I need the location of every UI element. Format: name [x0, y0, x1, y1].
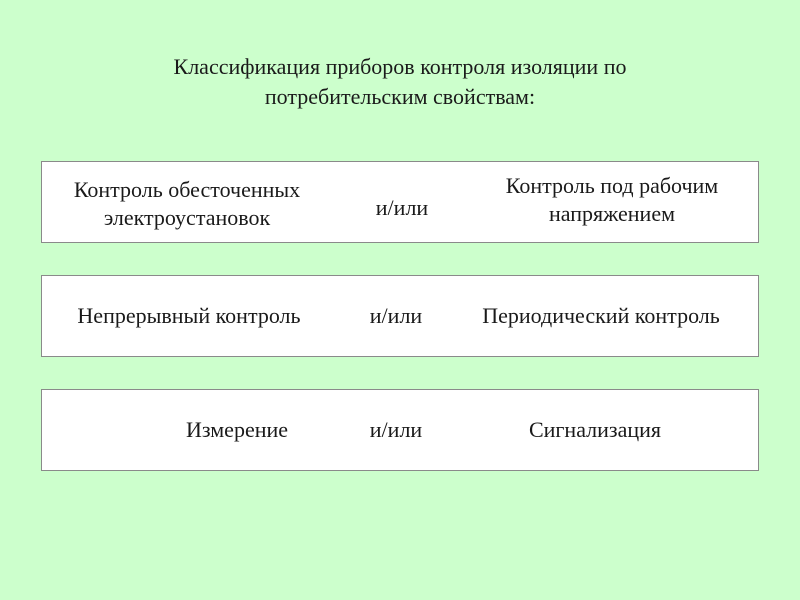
option-working-voltage-control-line-2: напряжением — [548, 201, 676, 226]
option-signaling: Сигнализация — [528, 417, 662, 442]
option-measurement: Измерение — [185, 417, 289, 442]
slide-title-line-2: потребительским свойствам: — [264, 84, 536, 109]
classification-box-power-state — [41, 161, 759, 243]
classification-box-function — [41, 389, 759, 471]
option-continuous-control: Непрерывный контроль — [77, 303, 301, 328]
connector-and-or: и/или — [369, 417, 423, 442]
classification-box-mode — [41, 275, 759, 357]
slide-title — [0, 52, 800, 112]
option-deenergized-control-line-2: электроустановок — [103, 205, 271, 230]
slide-title-line-1: Классификация приборов контроля изоляции по — [173, 54, 627, 79]
option-periodic-control: Периодический контроль — [482, 303, 720, 328]
option-working-voltage-control — [480, 172, 744, 228]
option-working-voltage-control-line-1: Контроль под рабочим — [505, 173, 719, 198]
option-deenergized-control — [52, 176, 322, 232]
connector-and-or: и/или — [375, 195, 429, 220]
option-deenergized-control-line-1: Контроль обесточенных — [73, 177, 301, 202]
connector-and-or: и/или — [369, 303, 423, 328]
